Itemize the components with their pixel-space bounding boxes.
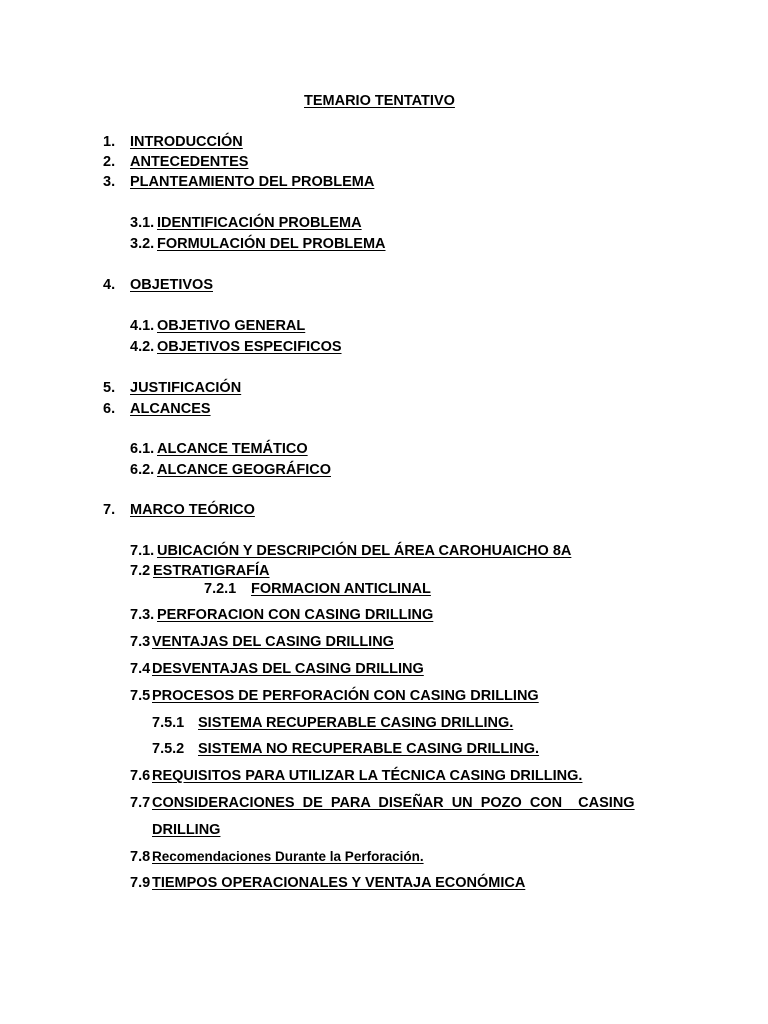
item-number: 3.1. — [130, 215, 155, 231]
item-number: 7.2 — [130, 563, 151, 579]
item-label: JUSTIFICACIÓN — [130, 380, 242, 396]
item-label: ALCANCE GEOGRÁFICO — [157, 462, 331, 478]
item-label: OBJETIVOS ESPECIFICOS — [157, 339, 342, 355]
item-label: VENTAJAS DEL CASING DRILLING — [152, 634, 394, 650]
item-number: 7. — [103, 502, 116, 518]
item-number: 3.2. — [130, 236, 155, 252]
item-label: UBICACIÓN Y DESCRIPCIÓN DEL ÁREA CAROHUAICHO 8A — [157, 543, 572, 559]
item-number: 7.5.2 — [152, 741, 185, 757]
item-label: CONSIDERACIONES DE PARA DISEÑAR UN POZO CON CASING — [152, 795, 635, 811]
item-label: ALCANCE TEMÁTICO — [157, 441, 308, 457]
item-label: REQUISITOS PARA UTILIZAR LA TÉCNICA CASING DRILLING. — [152, 768, 583, 784]
item-number: 7.5 — [130, 688, 151, 704]
item-number: 7.2.1 — [204, 581, 237, 597]
item-label: ANTECEDENTES — [130, 154, 249, 170]
item-label: SISTEMA RECUPERABLE CASING DRILLING. — [198, 715, 514, 731]
item-number: 2. — [103, 154, 116, 170]
item-number: 7.3 — [130, 634, 151, 650]
item-number: 7.8 — [130, 849, 151, 865]
item-label: MARCO TEÓRICO — [130, 502, 255, 518]
item-number: 5. — [103, 380, 116, 396]
item-number: 7.9 — [130, 875, 151, 891]
item-label: OBJETIVOS — [130, 277, 213, 293]
item-number: 4.1. — [130, 318, 155, 334]
item-number: 7.6 — [130, 768, 151, 784]
item-number: 7.4 — [130, 661, 151, 677]
item-number: 1. — [103, 134, 116, 150]
item-number: 7.5.1 — [152, 715, 185, 731]
item-label: PROCESOS DE PERFORACIÓN CON CASING DRILLING — [152, 688, 539, 704]
item-number: 3. — [103, 174, 116, 190]
item-label: FORMULACIÓN DEL PROBLEMA — [157, 236, 386, 252]
item-number: 4. — [103, 277, 116, 293]
item-number: 6. — [103, 401, 116, 417]
item-number: 7.3. — [130, 607, 155, 623]
item-label-continuation: DRILLING — [152, 822, 221, 838]
item-label: IDENTIFICACIÓN PROBLEMA — [157, 215, 362, 231]
item-label: ALCANCES — [130, 401, 211, 417]
item-label: Recomendaciones Durante la Perforación. — [152, 849, 424, 864]
item-label: PLANTEAMIENTO DEL PROBLEMA — [130, 174, 375, 190]
item-number: 4.2. — [130, 339, 155, 355]
item-label: PERFORACION CON CASING DRILLING — [157, 607, 434, 623]
page-title: TEMARIO TENTATIVO — [304, 93, 455, 109]
item-label: FORMACION ANTICLINAL — [251, 581, 431, 597]
item-label: ESTRATIGRAFÍA — [153, 563, 270, 579]
item-number: 7.7 — [130, 795, 151, 811]
item-number: 6.1. — [130, 441, 155, 457]
item-label: DESVENTAJAS DEL CASING DRILLING — [152, 661, 424, 677]
item-number: 6.2. — [130, 462, 155, 478]
item-label: SISTEMA NO RECUPERABLE CASING DRILLING. — [198, 741, 540, 757]
item-label: TIEMPOS OPERACIONALES Y VENTAJA ECONÓMICA — [152, 875, 526, 891]
item-label: INTRODUCCIÓN — [130, 134, 243, 150]
item-label: OBJETIVO GENERAL — [157, 318, 306, 334]
item-number: 7.1. — [130, 543, 155, 559]
